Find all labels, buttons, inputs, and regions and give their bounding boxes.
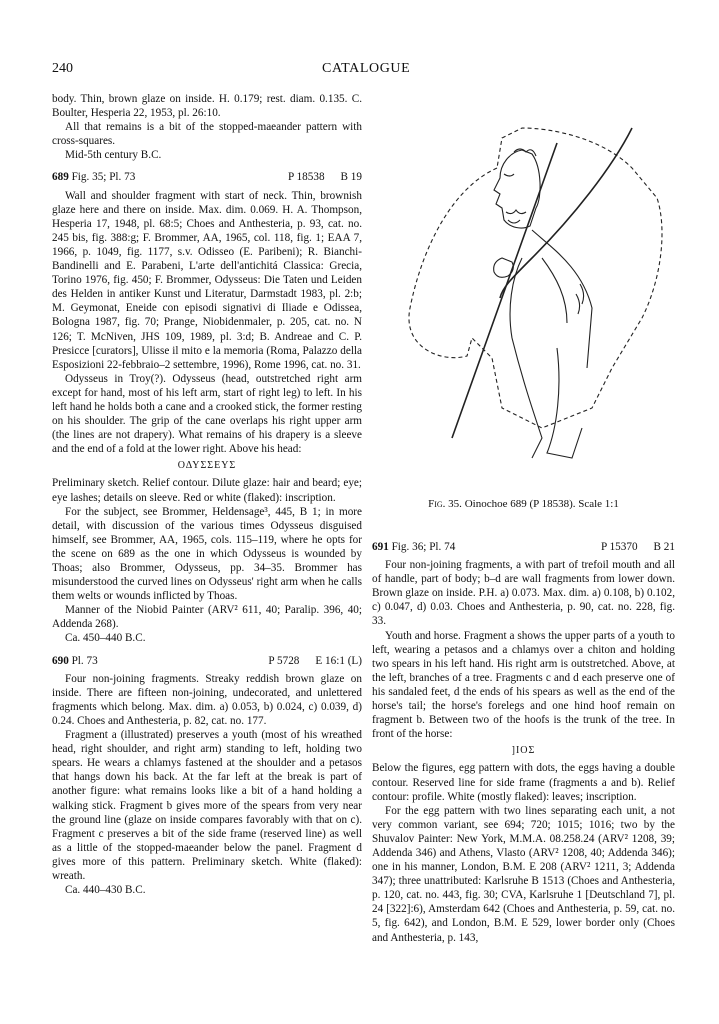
inscription: ]ΙΟΣ — [511, 745, 536, 757]
entry-number: 689 — [52, 171, 69, 184]
running-title: CATALOGUE — [322, 61, 411, 76]
figure-label: Fig. 35. — [428, 498, 462, 510]
continuation-text: body. Thin, brown glaze on inside. H. 0.179; rest. diam. 0.135. C. Boulter, Hesperia 22, 1953, pl. 26:10. — [52, 93, 362, 120]
hair-curls — [504, 149, 536, 223]
continuation-date: Mid-5th century B.C. — [65, 149, 162, 162]
head-outline — [494, 150, 540, 228]
entry-691-heading — [372, 540, 675, 554]
entry-paragraph: Wall and shoulder fragment with start of neck. Thin, brownish glaze here and there on inside. Max. dim. 0.069. H. A. Thompson, Hesperia 17, 1948, pl. 68:5; Choes and Anthesteria, p. 93, cat. no. 245 bis, fig. 388:g; F. Brommer, AA, 1965, col. 118, fig. 1; EAA 7, 1966, p. 1049, fig. 1177, s.v. Odisseo (E. Paribeni); R. Bianchi-Bandinelli and E. Parabeni, L'arte dell'antichitá Classica: Grecia, Torino 1976, fig. 450; F. Brommer, Odysseus: Die Taten und Leiden des Helden in antiker Kunst und Literatur, Darmstadt 1983, pl. 2:b; M. Geymonat, Eneide con episodi signativi di Iliade e Odissea, Bologna 1987, fig. 70; Prange, Niobidenmaler, p. 205, cat. no. N 126; T. McNiven, JHS 109, 1989, pl. 3:d; B. Andreae and C. P. Presicce [curators], Ulisse il mito e la memoria (Roma, Palazzo della Esposizioni 22-febbraio–2 settembre, 1996), Rome 1996, cat. no. 31. — [52, 189, 362, 371]
entry-paragraph: Preliminary sketch. Relief contour. Dilute glaze: hair and beard; eye; eye lashes; details on sleeve. Red or white (flaked): inscription. — [52, 477, 362, 504]
hand — [494, 258, 514, 277]
figure-caption-text: Oinochoe 689 (P 18538). Scale 1:1 — [464, 498, 619, 510]
inventory-number: P 18538 — [287, 171, 325, 184]
entry-690-heading — [52, 654, 362, 668]
entry-date: Ca. 440–430 B.C. — [65, 884, 146, 897]
entry-refs: Fig. 35; Pl. 73 — [71, 171, 136, 184]
entry-paragraph: For the subject, see Brommer, Heldensage³, 445, B 1; in more detail, with discussion of the various times Odysseus disguised himself, see Brommer, AA, 1965, cols. 115–119, where he opts for the scene on 689 as the one in which Odysseus is wounded by Thoas; also Brommer, Odysseus, pp. 34–35. Brommer has misunderstood the curved lines on Odysseus' right arm when he calls them welts or wounds inflicted by Thoas. — [52, 505, 362, 603]
entry-paragraph: Four non-joining fragments, a with part of trefoil mouth and all of handle, part of body; b–d are wall fragments from lower down. Brown glaze on inside. P.H. a) 0.073. Max. dim. a) 0.108, b) 0.102, c) 0.047, d) 0.03. Choes and Anthesteria, p. 90, cat. no. 228, fig. 33. — [372, 559, 675, 628]
entry-paragraph: Below the figures, egg pattern with dots, the eggs having a double contour. Reserved line for side frame (fragments a and b). Relief contour: profile. White (mostly flaked): leaves; inscription. — [372, 762, 675, 803]
inscription: ΟΔΥΣΣΕΥΣ — [177, 460, 237, 472]
entry-paragraph: Youth and horse. Fragment a shows the upper parts of a youth to left, wearing a petasos and a chlamys over a chiton and holding two spears in his left hand. His right arm is outstretched. Above, at the left, branches of a tree. Fragments c and d each preserve one of his sandaled feet, d the ends of his spears as well as the end of the horse's tail; the horse's forelegs and one hind hoof remain on fragment b. Between two of the hoofs is the trunk of the tree. In front of the horse: — [372, 629, 675, 741]
entry-refs: Fig. 36; Pl. 74 — [391, 541, 456, 553]
fragment-outline — [409, 128, 662, 428]
left-column — [52, 92, 362, 897]
arm-and-sleeve — [510, 230, 592, 368]
entry-refs: Pl. 73 — [71, 654, 98, 667]
entry-number: 690 — [52, 654, 69, 667]
grid-ref: E 16:1 (L) — [315, 654, 362, 667]
inventory-number: P 15370 — [600, 541, 638, 553]
entry-paragraph: Four non-joining fragments. Streaky reddish brown glaze on inside. There are fifteen non-joining, undecorated, and unlettered fragments which belong. Max. dim. a) 0.053, b) 0.024, c) 0.039, d) 0.24. Choes and Anthesteria, p. 82, cat. no. 177. — [52, 672, 362, 727]
entry-689-heading — [52, 170, 362, 184]
drapery-fold — [512, 338, 582, 458]
entry-paragraph: Odysseus in Troy(?). Odysseus (head, outstretched right arm except for hand, most of his left arm, start of right leg) to left. In his left hand he holds both a cane and a crooked stick, the former resting on his shoulder. The grip of the cane overlaps his right upper arm (the lines are not drapery). What remains of his drapery is a sleeve and the end of a fold at the lower right. Above his head: — [52, 372, 362, 456]
entry-date: Ca. 450–440 B.C. — [65, 632, 146, 645]
entry-number: 691 — [372, 541, 389, 553]
odysseus-drawing — [382, 108, 672, 486]
grid-ref: B 21 — [653, 541, 675, 553]
page-number: 240 — [52, 61, 73, 76]
continuation-text: All that remains is a bit of the stopped-maeander pattern with cross-squares. — [52, 121, 362, 148]
cane — [452, 143, 557, 438]
figure-caption — [372, 498, 675, 510]
entry-paragraph: Manner of the Niobid Painter (ARV² 611, 40; Paralip. 396, 40; Addenda 268). — [52, 604, 362, 631]
grid-ref: B 19 — [340, 171, 362, 184]
entry-paragraph: For the egg pattern with two lines separating each unit, a not very common variant, see 694; 720; 1015; 1016; two by the Shuvalov Painter: New York, M.M.A. 08.258.24 (ARV² 1208, 39; Addenda 346) and Athens, Vlasto (ARV² 1208, 40; Addenda 346); one in his manner, London, B.M. E 208 (ARV² 1211, 3; Addenda 347); three unattributed: Karlsruhe B 1513 (Choes and Anthesteria, p. 120, cat. no. 443, fig. 30; CVA, Karlsruhe 1 [Deutschland 7], pl. 24 [322]:6), Amsterdam 642 (Choes and Anthesteria, p. 59, cat. no. 5, fig. 642), and London, B.M. E 529, lower border only (Choes and Anthesteria, p. 143, — [372, 804, 675, 944]
right-column — [372, 540, 675, 945]
inventory-number: P 5728 — [268, 654, 300, 667]
entry-paragraph: Fragment a (illustrated) preserves a youth (most of his wreathed head, right shoulder, and right arm) standing to left, holding two spears. He wears a chlamys fastened at the shoulder and a petasos that hangs down his back. At the far left at the break is part of another figure: what remains looks like a bit of a hand holding a walking stick. Fragment b gives more of the spears from very near the ground line (glaze on inside compares favorably with that on c). Fragment c preserves a bit of the side frame (reserved line) as well as a little of the stopped-maeander below the panel. Fragment d gives more of this pattern. Preliminary sketch. White (flaked): wreath. — [52, 729, 362, 882]
